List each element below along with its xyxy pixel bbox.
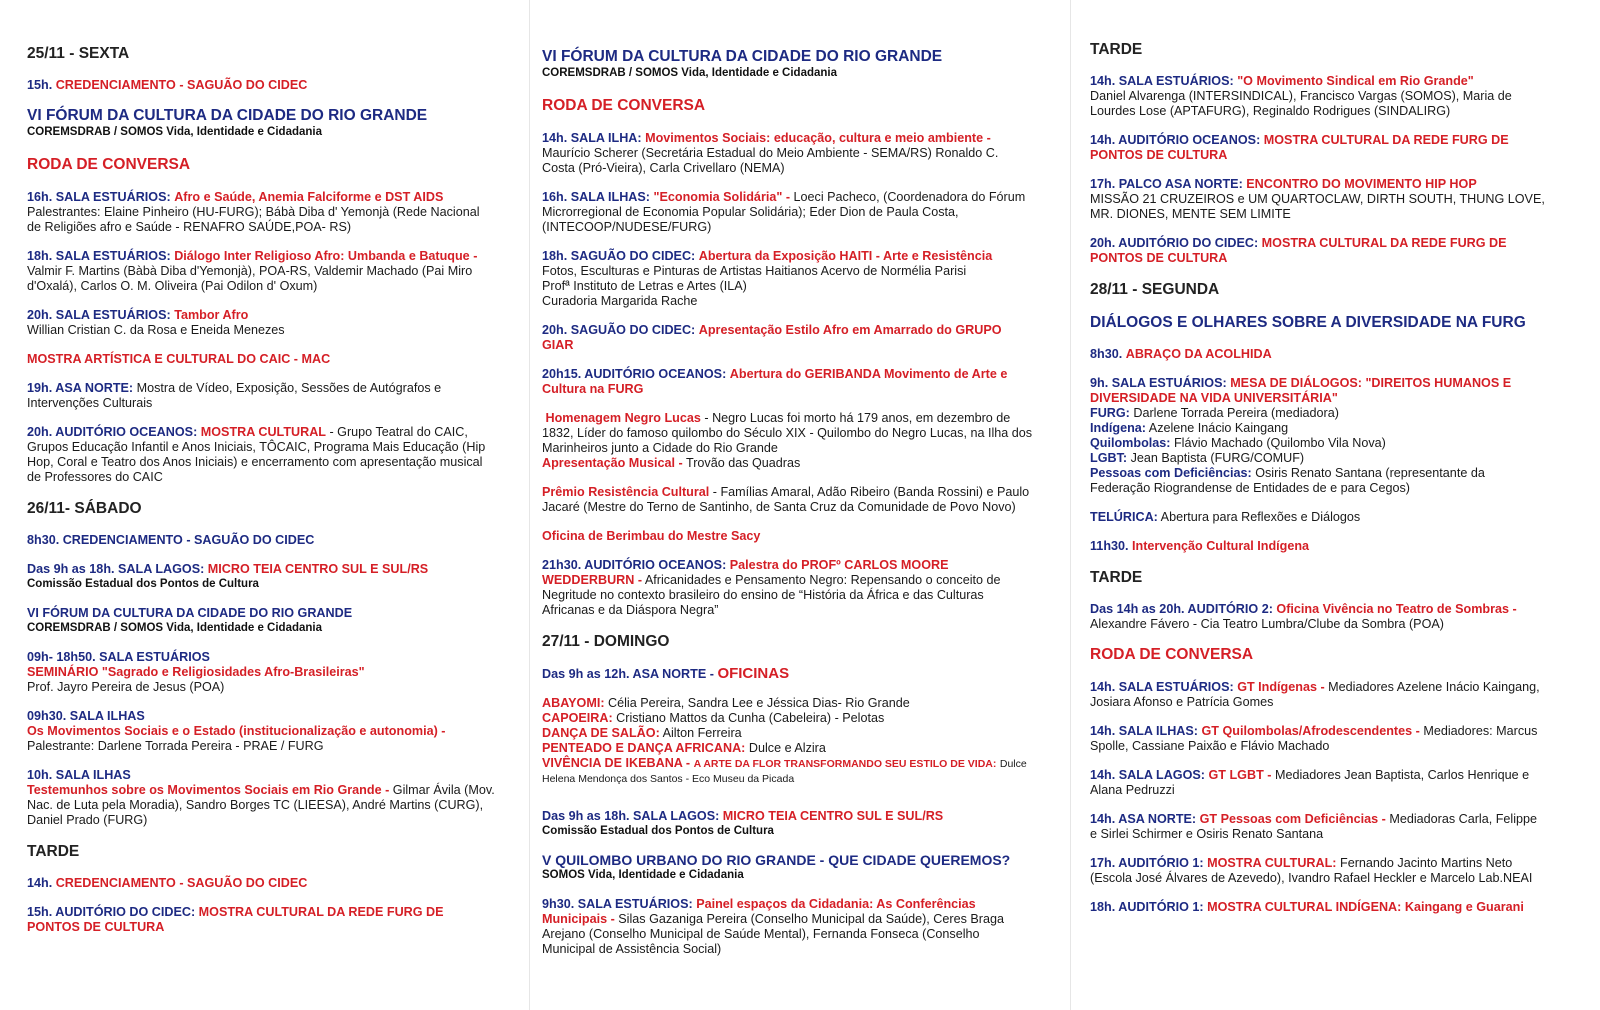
section-heading: DIÁLOGOS E OLHARES SOBRE A DIVERSIDADE NA FURG (1090, 314, 1526, 331)
day-heading: 26/11- SÁBADO (27, 500, 142, 517)
event: 14h. SALA ESTUÁRIOS: "O Movimento Sindical em Rio Grande" Daniel Alvarenga (INTERSINDICAL), Francisco Vargas (SOMOS), Maria de Lourdes Lose (APTAFURG), Reginaldo Rodrigues (SINDALIRG) (1090, 74, 1512, 118)
event: 18h. SALA ESTUÁRIOS: Diálogo Inter Religioso Afro: Umbanda e Batuque - Valmir F. Martins (Bàbà Diba d'Yemonjà), POA-RS, Valdemir Machado (Pai Miro d'Oxalá), Carlos O. M. Oliveira (Pai Odilon d' Oxum) (27, 249, 478, 293)
event: 14h. CREDENCIAMENTO - SAGUÃO DO CIDEC (27, 876, 308, 890)
event: 14h. SALA ESTUÁRIOS: GT Indígenas - Mediadores Azelene Inácio Kaingang, Josiara Afonso e Patrícia Gomes (1090, 680, 1540, 709)
section-heading: TARDE (1090, 41, 1143, 58)
event: 09h- 18h50. SALA ESTUÁRIOS SEMINÁRIO "Sagrado e Religiosidades Afro-Brasileiras" Prof. Jayro Pereira de Jesus (POA) (27, 650, 365, 694)
event: Das 14h as 20h. AUDITÓRIO 2: Oficina Vivência no Teatro de Sombras - Alexandre Fávero - Cia Teatro Lumbra/Clube da Sombra (POA) (1090, 602, 1517, 631)
event: 8h30. CREDENCIAMENTO - SAGUÃO DO CIDEC (27, 533, 315, 547)
quilombo-title: V QUILOMBO URBANO DO RIO GRANDE - QUE CIDADE QUEREMOS? SOMOS Vida, Identidade e Cidadania (542, 852, 1011, 881)
event: 20h. SAGUÃO DO CIDEC: Apresentação Estilo Afro em Amarrado do GRUPO GIAR (542, 323, 1002, 352)
section-heading: MOSTRA ARTÍSTICA E CULTURAL DO CAIC - MAC (27, 352, 331, 366)
event: 18h. SAGUÃO DO CIDEC: Abertura da Exposição HAITI - Arte e Resistência Fotos, Esculturas e Pinturas de Artistas Haitianos Acervo de Normélia Parisi Profª Instituto de Letras e Artes (ILA) Curadoria Margarida Rache (542, 249, 993, 308)
event: Das 9h as 12h. ASA NORTE - OFICINAS (542, 665, 790, 682)
event: Homenagem Negro Lucas - Negro Lucas foi morto há 179 anos, em dezembro de 1832, Líder do famoso quilombo do Século XIX - Quilombo do Negro Lucas, na Ilha dos Marinheiros junto a Cidade do Rio Grande Apresentação Musical - Trovão das Quadras (542, 411, 1033, 470)
event: 10h. SALA ILHAS Testemunhos sobre os Movimentos Sociais em Rio Grande - Gilmar Ávila (Mov. Nac. de Luta pela Moradia), Sandro Borges TC (LIEESA), André Martins (CURG), Daniel Prado (FURG) (27, 768, 495, 827)
event: 16h. SALA ESTUÁRIOS: Afro e Saúde, Anemia Falciforme e DST AIDS Palestrantes: Elaine Pinheiro (HU-FURG); Bábà Diba d' Yemonjà (Rede Nacional de Religiões afro e Saúde - RENAFRO SAÚDE,POA- RS) (27, 190, 480, 234)
event: 14h. AUDITÓRIO OCEANOS: MOSTRA CULTURAL DA REDE FURG DE PONTOS DE CULTURA (1090, 133, 1509, 162)
event: 14h. SALA LAGOS: GT LGBT - Mediadores Jean Baptista, Carlos Henrique e Alana Pedruzzi (1090, 768, 1530, 797)
event: 8h30. ABRAÇO DA ACOLHIDA (1090, 347, 1272, 361)
section-heading: RODA DE CONVERSA (1090, 646, 1254, 663)
column-1 (27, 44, 525, 949)
event: 14h. SALA ILHA: Movimentos Sociais: educação, cultura e meio ambiente - Maurício Scherer (Secretária Estadual do Meio Ambiente - SEMA/RS) Ronaldo C. Costa (Pró-Vieira), Carla Crivellaro (NEMA) (542, 131, 999, 175)
forum-title: VI FÓRUM DA CULTURA DA CIDADE DO RIO GRANDE COREMSDRAB / SOMOS Vida, Identidade e Cidadania (27, 606, 353, 634)
event: 21h30. AUDITÓRIO OCEANOS: Palestra do PROFº CARLOS MOORE WEDDERBURN - Africanidades e Pensamento Negro: Repensando o conceito de Negritude no contexto brasileiro do ensino de “História da África e das Culturas Africanas e da Diáspora Negra” (542, 558, 1001, 617)
day-heading: 28/11 - SEGUNDA (1090, 281, 1220, 298)
event: 17h. AUDITÓRIO 1: MOSTRA CULTURAL: Fernando Jacinto Martins Neto (Escola José Álvares de Azevedo), Ivandro Rafael Heckler e Marcelo Lab.NEAI (1090, 856, 1533, 885)
workshop-list: ABAYOMI: Célia Pereira, Sandra Lee e Jéssica Dias- Rio Grande CAPOEIRA: Cristiano Mattos da Cunha (Cabeleira) - Pelotas DANÇA DE SALÃO: Ailton Ferreira PENTEADO E DANÇA AFRICANA: Dulce e Alzira VIVÊNCIA DE IKEBANA - A ARTE DA FLOR TRANSFORMANDO SEU ESTILO DE VIDA: Dulce Helena Mendonça dos Santos - Eco Museu da Picada (542, 696, 1027, 785)
event: Das 9h as 18h. SALA LAGOS: MICRO TEIA CENTRO SUL E SUL/RS Comissão Estadual dos Pontos de Cultura (27, 562, 429, 590)
event: 09h30. SALA ILHAS Os Movimentos Sociais e o Estado (institucionalização e autonomia) - Palestrante: Darlene Torrada Pereira - PRAE / FURG (27, 709, 446, 753)
event: 20h. AUDITÓRIO OCEANOS: MOSTRA CULTURAL - Grupo Teatral do CAIC, Grupos Educação Infantil e Anos Iniciais, TÔCAIC, Programa Mais Educação (Hip Hop, Coral e Teatro dos Anos Iniciais) e encerramento com apresentação musical de Professores do CAIC (27, 425, 486, 484)
event: Oficina de Berimbau do Mestre Sacy (542, 529, 761, 543)
event: 9h. SALA ESTUÁRIOS: MESA DE DIÁLOGOS: "DIREITOS HUMANOS E DIVERSIDADE NA VIDA UNIVERSITÁRIA" FURG: Darlene Torrada Pereira (mediadora) Indígena: Azelene Inácio Kaingang Quilombolas: Flávio Machado (Quilombo Vila Nova) LGBT: Jean Baptista (FURG/COMUF) Pessoas com Deficiências: Osiris Renato Santana (representante da Federação Riograndense de Entidades de e para Cegos) (1090, 376, 1512, 495)
section-heading: RODA DE CONVERSA (27, 156, 191, 173)
event: 18h. AUDITÓRIO 1: MOSTRA CULTURAL INDÍGENA: Kaingang e Guarani (1090, 900, 1524, 914)
event: 9h30. SALA ESTUÁRIOS: Painel espaços da Cidadania: As Conferências Municipais - Silas Gazaniga Pereira (Conselho Municipal da Saúde), Ceres Braga Arejano (Conselho Municipal de Saúde Mental), Fernanda Fonseca (Conselho Municipal de Assistência Social) (542, 897, 1004, 956)
event: 20h. AUDITÓRIO DO CIDEC: MOSTRA CULTURAL DA REDE FURG DE PONTOS DE CULTURA (1090, 236, 1507, 265)
event: TELÚRICA: Abertura para Reflexões e Diálogos (1090, 510, 1361, 524)
column-divider (529, 0, 530, 1010)
event: 17h. PALCO ASA NORTE: ENCONTRO DO MOVIMENTO HIP HOP MISSÃO 21 CRUZEIROS e UM QUARTOCLAW, DIRTH SOUTH, THUNG LOVE, MR. DIONES, MENTE SEM LIMITE (1090, 177, 1545, 221)
event: 19h. ASA NORTE: Mostra de Vídeo, Exposição, Sessões de Autógrafos e Intervenções Culturais (27, 381, 442, 410)
day-heading: 25/11 - SEXTA (27, 45, 130, 62)
section-heading: TARDE (27, 843, 80, 860)
column-3 (1090, 40, 1580, 929)
forum-title: VI FÓRUM DA CULTURA DA CIDADE DO RIO GRANDE COREMSDRAB / SOMOS Vida, Identidade e Cidadania (27, 107, 428, 138)
event: Das 9h as 18h. SALA LAGOS: MICRO TEIA CENTRO SUL E SUL/RS Comissão Estadual dos Pontos de Cultura (542, 809, 944, 837)
forum-title: VI FÓRUM DA CULTURA DA CIDADE DO RIO GRANDE COREMSDRAB / SOMOS Vida, Identidade e Cidadania (542, 48, 943, 79)
event: Prêmio Resistência Cultural - Famílias Amaral, Adão Ribeiro (Banda Rossini) e Paulo Jacaré (Mestre do Terno de Santinho, de Santa Cruz da Comunidade de Povo Novo) (542, 485, 1030, 514)
column-2 (542, 48, 1052, 971)
event: 15h. CREDENCIAMENTO - SAGUÃO DO CIDEC (27, 78, 308, 92)
day-heading: 27/11 - DOMINGO (542, 633, 670, 650)
section-heading: RODA DE CONVERSA (542, 97, 706, 114)
event: 14h. ASA NORTE: GT Pessoas com Deficiências - Mediadoras Carla, Felippe e Sirlei Schirmer e Osiris Renato Santana (1090, 812, 1538, 841)
event: 20h. SALA ESTUÁRIOS: Tambor Afro Willian Cristian C. da Rosa e Eneida Menezes (27, 308, 285, 337)
event: 20h15. AUDITÓRIO OCEANOS: Abertura do GERIBANDA Movimento de Arte e Cultura na FURG (542, 367, 1008, 396)
section-heading: TARDE (1090, 569, 1143, 586)
event: 14h. SALA ILHAS: GT Quilombolas/Afrodescendentes - Mediadores: Marcus Spolle, Cassiane Paixão e Flávio Machado (1090, 724, 1538, 753)
event: 11h30. Intervenção Cultural Indígena (1090, 539, 1310, 553)
column-divider (1070, 0, 1071, 1010)
event: 16h. SALA ILHAS: "Economia Solidária" - Loeci Pacheco, (Coordenadora do Fórum Microrregional de Economia Popular Solidária); Eder Dion de Paula Costa, (INTECOOP/NUDESE/FURG) (542, 190, 1026, 234)
event: 15h. AUDITÓRIO DO CIDEC: MOSTRA CULTURAL DA REDE FURG DE PONTOS DE CULTURA (27, 905, 444, 934)
